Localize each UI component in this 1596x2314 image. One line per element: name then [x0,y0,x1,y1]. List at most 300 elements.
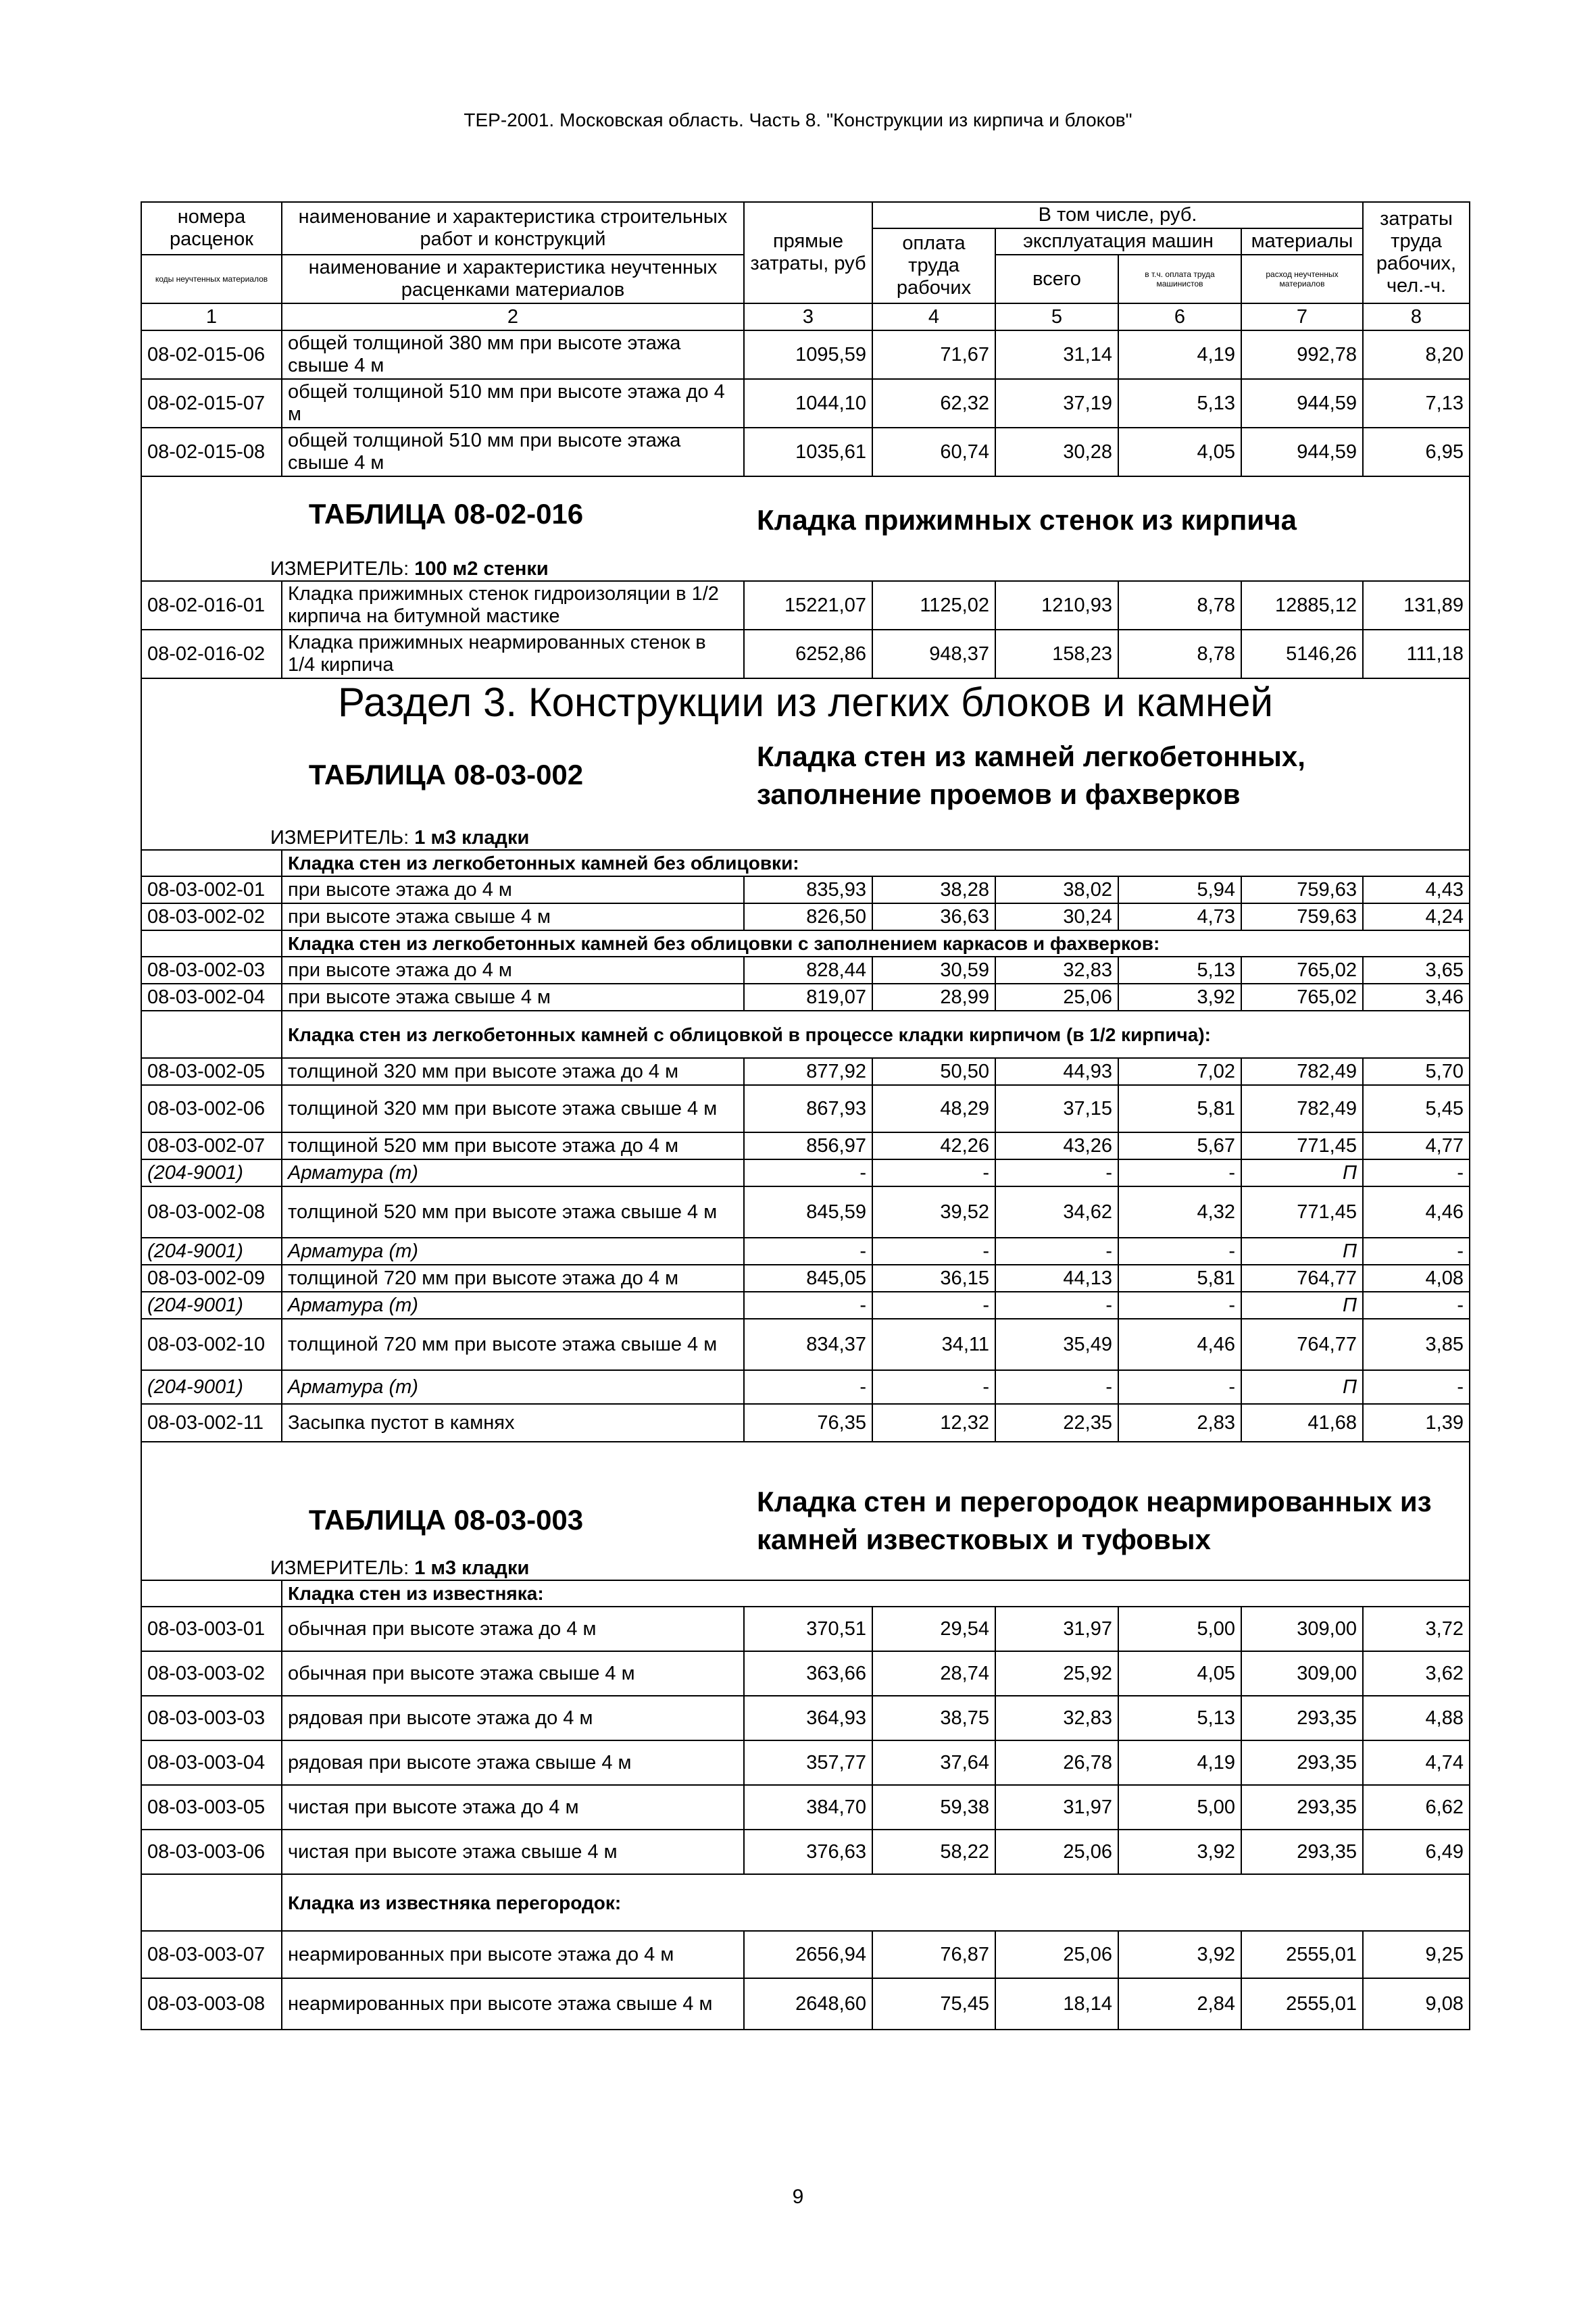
rate-name: при высоте этажа свыше 4 м [282,903,744,930]
rate-code: 08-03-002-07 [141,1132,282,1159]
rate-code: 08-03-002-11 [141,1404,282,1442]
material-code: (204-9001) [141,1292,282,1319]
rate-code: 08-02-016-02 [141,630,282,678]
value-wage: 1125,02 [872,581,995,630]
value-p: П [1241,1238,1363,1265]
value-dash: - [872,1159,995,1186]
table-row [141,1058,1470,1085]
table-row [141,957,1470,984]
table-row [141,379,1470,428]
value-materials: 782,49 [1241,1058,1363,1085]
rate-name: Кладка прижимных неармированных стенок в 1/4 кирпича [282,630,744,678]
value-direct: 15221,07 [744,581,872,630]
value-labor: 111,18 [1363,630,1470,678]
value-dash: - [995,1292,1118,1319]
value-labor: 6,95 [1363,428,1470,476]
rate-code: 08-03-002-09 [141,1265,282,1292]
value-machines-wage: 5,81 [1118,1265,1241,1292]
value-direct: 1035,61 [744,428,872,476]
value-dash: - [995,1238,1118,1265]
value-wage: 60,74 [872,428,995,476]
value-labor: 1,39 [1363,1404,1470,1442]
value-wage: 75,45 [872,1978,995,2030]
table-row [141,1265,1470,1292]
table-row [141,1186,1470,1238]
value-wage: 62,32 [872,379,995,428]
group-heading: Кладка стен из легкобетонных камней с облицовкой в процессе кладки кирпичом (в 1/2 кирпича): [282,1011,1470,1058]
value-dash: - [1363,1370,1470,1404]
value-direct: 834,37 [744,1319,872,1370]
value-p: П [1241,1370,1363,1404]
rate-code: 08-03-002-08 [141,1186,282,1238]
rate-name: Засыпка пустот в камнях [282,1404,744,1442]
value-dash: - [1118,1238,1241,1265]
value-p: П [1241,1292,1363,1319]
measure-label: ИЗМЕРИТЕЛЬ: [270,1557,409,1579]
value-labor: 3,85 [1363,1319,1470,1370]
value-machines: 44,93 [995,1058,1118,1085]
value-materials: 293,35 [1241,1740,1363,1785]
col-direct: прямые затраты, руб [744,202,872,303]
value-wage: 39,52 [872,1186,995,1238]
table-code: ТАБЛИЦА 08-02-016 [308,498,584,530]
value-dash: - [1363,1238,1470,1265]
value-wage: 38,75 [872,1696,995,1740]
value-direct: 877,92 [744,1058,872,1085]
table-row [141,1085,1470,1132]
rate-name: при высоте этажа до 4 м [282,876,744,903]
rate-code: 08-03-002-04 [141,984,282,1011]
value-materials: 944,59 [1241,379,1363,428]
value-dash: - [744,1238,872,1265]
table-row [141,1404,1470,1442]
value-materials: 41,68 [1241,1404,1363,1442]
value-materials: 764,77 [1241,1265,1363,1292]
value-machines-wage: 5,00 [1118,1607,1241,1651]
value-materials: 2555,01 [1241,1978,1363,2030]
value-dash: - [872,1238,995,1265]
value-materials: 293,35 [1241,1696,1363,1740]
value-materials: 765,02 [1241,957,1363,984]
material-row [141,1292,1470,1319]
value-labor: 7,13 [1363,379,1470,428]
value-labor: 5,45 [1363,1085,1470,1132]
value-wage: 30,59 [872,957,995,984]
value-dash: - [1118,1292,1241,1319]
value-machines-wage: 4,73 [1118,903,1241,930]
rate-name: общей толщиной 510 мм при высоте этажа до 4 м [282,379,744,428]
value-materials: 765,02 [1241,984,1363,1011]
value-wage: 58,22 [872,1830,995,1874]
rate-name: обычная при высоте этажа до 4 м [282,1607,744,1651]
value-machines: 35,49 [995,1319,1118,1370]
value-wage: 34,11 [872,1319,995,1370]
value-direct: 1095,59 [744,330,872,379]
col-num: 2 [282,303,744,330]
measure-label: ИЗМЕРИТЕЛЬ: [270,827,409,849]
value-machines-wage: 4,32 [1118,1186,1241,1238]
value-machines: 31,14 [995,330,1118,379]
page-header: ТЕР-2001. Московская область. Часть 8. "Конструкции из кирпича и блоков" [464,109,1132,130]
value-labor: 4,08 [1363,1265,1470,1292]
value-direct: 845,59 [744,1186,872,1238]
value-direct: 384,70 [744,1785,872,1830]
section-title: Раздел 3. Конструкции из легких блоков и камней [141,678,1470,726]
value-direct: 376,63 [744,1830,872,1874]
value-p: П [1241,1159,1363,1186]
rate-code: 08-03-003-08 [141,1978,282,2030]
value-wage: 59,38 [872,1785,995,1830]
table-row [141,1931,1470,1978]
rate-code: 08-03-003-02 [141,1651,282,1696]
value-materials: 771,45 [1241,1132,1363,1159]
rate-code: 08-03-003-06 [141,1830,282,1874]
value-machines-wage: 3,92 [1118,1931,1241,1978]
col-machines: эксплуатация машин [995,228,1241,255]
value-direct: 357,77 [744,1740,872,1785]
col-num: 8 [1363,303,1470,330]
value-machines: 37,19 [995,379,1118,428]
value-labor: 3,65 [1363,957,1470,984]
value-direct: 76,35 [744,1404,872,1442]
value-direct: 828,44 [744,957,872,984]
table-row [141,1978,1470,2030]
value-machines: 30,24 [995,903,1118,930]
value-machines-wage: 7,02 [1118,1058,1241,1085]
value-dash: - [872,1370,995,1404]
material-name: Арматура (т) [282,1238,744,1265]
rate-code: 08-03-003-04 [141,1740,282,1785]
value-materials: 771,45 [1241,1186,1363,1238]
col-machines-wage: в т.ч. оплата труда машинистов [1145,270,1215,288]
table-code: ТАБЛИЦА 08-03-002 [308,759,584,790]
rate-code: 08-03-002-02 [141,903,282,930]
group-heading: Кладка стен из известняка: [282,1580,1470,1607]
table-row [141,1319,1470,1370]
value-direct: 2648,60 [744,1978,872,2030]
value-machines: 31,97 [995,1607,1118,1651]
rate-name: толщиной 720 мм при высоте этажа свыше 4 м [282,1319,744,1370]
col-codes-top: номера расценок [141,202,282,255]
value-machines: 32,83 [995,1696,1118,1740]
rate-name: неармированных при высоте этажа до 4 м [282,1931,744,1978]
table-row [141,1696,1470,1740]
value-machines: 38,02 [995,876,1118,903]
rate-name: толщиной 320 мм при высоте этажа свыше 4 м [282,1085,744,1132]
value-dash: - [872,1292,995,1319]
material-row [141,1238,1470,1265]
value-direct: 826,50 [744,903,872,930]
rate-name: при высоте этажа до 4 м [282,957,744,984]
value-labor: 6,62 [1363,1785,1470,1830]
rate-name: общей толщиной 510 мм при высоте этажа свыше 4 м [282,428,744,476]
table-row [141,1830,1470,1874]
value-wage: 12,32 [872,1404,995,1442]
value-materials: 782,49 [1241,1085,1363,1132]
table-row [141,330,1470,379]
material-name: Арматура (т) [282,1292,744,1319]
value-machines: 34,62 [995,1186,1118,1238]
value-materials: 293,35 [1241,1830,1363,1874]
col-codes-bottom: коды неучтенных материалов [155,274,268,284]
value-machines-wage: 5,13 [1118,379,1241,428]
value-dash: - [744,1292,872,1319]
rate-name: чистая при высоте этажа свыше 4 м [282,1830,744,1874]
rate-name: рядовая при высоте этажа свыше 4 м [282,1740,744,1785]
table-row [141,1607,1470,1651]
table-title-08-02-016 [142,477,1469,558]
value-machines: 22,35 [995,1404,1118,1442]
value-direct: 364,93 [744,1696,872,1740]
value-wage: 37,64 [872,1740,995,1785]
rate-name: толщиной 520 мм при высоте этажа свыше 4 м [282,1186,744,1238]
rate-code: 08-03-003-01 [141,1607,282,1651]
col-num: 1 [141,303,282,330]
rate-name: толщиной 320 мм при высоте этажа до 4 м [282,1058,744,1085]
page-number: 9 [792,2186,804,2208]
material-row [141,1370,1470,1404]
value-wage: 29,54 [872,1607,995,1651]
rate-code: 08-03-002-05 [141,1058,282,1085]
value-wage: 28,99 [872,984,995,1011]
material-row [141,1159,1470,1186]
col-num: 5 [995,303,1118,330]
measure-line [141,558,1470,581]
rates-document [141,201,1469,2030]
value-materials: 759,63 [1241,876,1363,903]
col-name-bottom: наименование и характеристика неучтенных расценками материалов [282,255,744,303]
value-direct: 835,93 [744,876,872,903]
value-machines-wage: 3,92 [1118,1830,1241,1874]
col-machines-total: всего [995,255,1118,303]
value-materials: 2555,01 [1241,1931,1363,1978]
value-machines: 18,14 [995,1978,1118,2030]
material-name: Арматура (т) [282,1159,744,1186]
value-machines-wage: 2,83 [1118,1404,1241,1442]
value-machines: 25,06 [995,984,1118,1011]
value-wage: 38,28 [872,876,995,903]
value-machines-wage: 5,81 [1118,1085,1241,1132]
value-dash: - [744,1370,872,1404]
value-direct: 845,05 [744,1265,872,1292]
material-code: (204-9001) [141,1238,282,1265]
measure-value: 100 м2 стенки [414,558,549,580]
material-code: (204-9001) [141,1159,282,1186]
value-wage: 50,50 [872,1058,995,1085]
table-name: Кладка стен из камней легкобетонных, заполнение проемов и фахверков [757,740,1305,810]
value-machines-wage: 8,78 [1118,630,1241,678]
value-labor: 4,74 [1363,1740,1470,1785]
value-labor: 4,43 [1363,876,1470,903]
table-row [141,1740,1470,1785]
value-direct: 370,51 [744,1607,872,1651]
value-direct: 363,66 [744,1651,872,1696]
value-dash: - [995,1370,1118,1404]
rate-name: толщиной 520 мм при высоте этажа до 4 м [282,1132,744,1159]
value-labor: 6,49 [1363,1830,1470,1874]
value-labor: 3,46 [1363,984,1470,1011]
value-machines-wage: 4,19 [1118,330,1241,379]
value-labor: 8,20 [1363,330,1470,379]
rate-code: 08-03-003-03 [141,1696,282,1740]
value-wage: 71,67 [872,330,995,379]
rate-code: 08-02-015-07 [141,379,282,428]
measure-value: 1 м3 кладки [414,1557,530,1579]
table-row [141,1132,1470,1159]
col-incl: В том числе, руб. [872,202,1363,228]
value-machines: 1210,93 [995,581,1118,630]
rate-code: 08-03-002-06 [141,1085,282,1132]
table-title-08-03-002 [142,726,1469,827]
material-code: (204-9001) [141,1370,282,1404]
value-machines-wage: 2,84 [1118,1978,1241,2030]
value-machines-wage: 5,94 [1118,876,1241,903]
value-machines: 26,78 [995,1740,1118,1785]
col-labor: затраты труда рабочих, чел.-ч. [1363,202,1470,303]
value-wage: 42,26 [872,1132,995,1159]
value-wage: 28,74 [872,1651,995,1696]
value-materials: 5146,26 [1241,630,1363,678]
rate-name: обычная при высоте этажа свыше 4 м [282,1651,744,1696]
value-machines-wage: 5,13 [1118,1696,1241,1740]
value-labor: 3,62 [1363,1651,1470,1696]
rate-name: чистая при высоте этажа до 4 м [282,1785,744,1830]
table-row [141,1785,1470,1830]
group-heading: Кладка стен из легкобетонных камней без облицовки: [282,850,1470,876]
value-materials: 759,63 [1241,903,1363,930]
value-wage: 76,87 [872,1931,995,1978]
table-row [141,428,1470,476]
value-dash: - [1363,1159,1470,1186]
value-machines-wage: 3,92 [1118,984,1241,1011]
value-direct: 819,07 [744,984,872,1011]
table-row [141,1651,1470,1696]
value-materials: 764,77 [1241,1319,1363,1370]
value-machines-wage: 5,00 [1118,1785,1241,1830]
value-dash: - [744,1159,872,1186]
table-title-08-03-003 [142,1442,1469,1557]
table-code: ТАБЛИЦА 08-03-003 [308,1504,584,1536]
table-row [141,984,1470,1011]
rate-name: Кладка прижимных стенок гидроизоляции в 1/2 кирпича на битумной мастике [282,581,744,630]
value-dash: - [1118,1159,1241,1186]
measure-label: ИЗМЕРИТЕЛЬ: [270,558,409,580]
rate-name: рядовая при высоте этажа до 4 м [282,1696,744,1740]
value-labor: 5,70 [1363,1058,1470,1085]
value-machines: 30,28 [995,428,1118,476]
value-machines: 44,13 [995,1265,1118,1292]
value-machines: 31,97 [995,1785,1118,1830]
value-direct: 856,97 [744,1132,872,1159]
value-materials: 944,59 [1241,428,1363,476]
value-machines-wage: 5,67 [1118,1132,1241,1159]
measure-value: 1 м3 кладки [414,827,530,849]
rate-code: 08-02-015-08 [141,428,282,476]
value-labor: 4,46 [1363,1186,1470,1238]
value-direct: 2656,94 [744,1931,872,1978]
value-wage: 948,37 [872,630,995,678]
value-direct: 867,93 [744,1085,872,1132]
value-wage: 48,29 [872,1085,995,1132]
table-row [141,630,1470,678]
value-machines: 25,06 [995,1931,1118,1978]
value-dash: - [1118,1370,1241,1404]
value-machines: 158,23 [995,630,1118,678]
value-machines: 43,26 [995,1132,1118,1159]
value-labor: 9,08 [1363,1978,1470,2030]
value-wage: 36,15 [872,1265,995,1292]
group-heading: Кладка из известняка перегородок: [282,1874,1470,1931]
value-wage: 36,63 [872,903,995,930]
value-labor: 4,24 [1363,903,1470,930]
value-machines: 32,83 [995,957,1118,984]
value-machines-wage: 4,19 [1118,1740,1241,1785]
value-materials: 293,35 [1241,1785,1363,1830]
rate-code: 08-03-003-05 [141,1785,282,1830]
value-machines-wage: 5,13 [1118,957,1241,984]
material-name: Арматура (т) [282,1370,744,1404]
value-machines-wage: 4,05 [1118,428,1241,476]
value-labor: 4,88 [1363,1696,1470,1740]
value-dash: - [995,1159,1118,1186]
rate-code: 08-03-003-07 [141,1931,282,1978]
rate-code: 08-03-002-01 [141,876,282,903]
rate-code: 08-03-002-10 [141,1319,282,1370]
value-machines-wage: 8,78 [1118,581,1241,630]
table-name: Кладка стен и перегородок неармированных из камней известковых и туфовых [757,1486,1432,1555]
col-num: 3 [744,303,872,330]
value-machines: 37,15 [995,1085,1118,1132]
col-name-top: наименование и характеристика строительных работ и конструкций [282,202,744,255]
group-heading: Кладка стен из легкобетонных камней без облицовки с заполнением каркасов и фахверков: [282,930,1470,957]
rate-code: 08-02-016-01 [141,581,282,630]
value-labor: 4,77 [1363,1132,1470,1159]
value-dash: - [1363,1292,1470,1319]
col-materials-extra: расход неучтенных материалов [1266,270,1339,288]
value-direct: 1044,10 [744,379,872,428]
value-labor: 9,25 [1363,1931,1470,1978]
value-machines: 25,92 [995,1651,1118,1696]
col-num: 4 [872,303,995,330]
table-name: Кладка прижимных стенок из кирпича [757,504,1297,536]
value-machines-wage: 4,46 [1118,1319,1241,1370]
rate-name: общей толщиной 380 мм при высоте этажа свыше 4 м [282,330,744,379]
rate-name: неармированных при высоте этажа свыше 4 м [282,1978,744,2030]
col-num: 6 [1118,303,1241,330]
rate-code: 08-03-002-03 [141,957,282,984]
table-row [141,903,1470,930]
value-materials: 12885,12 [1241,581,1363,630]
table-row [141,581,1470,630]
rate-name: толщиной 720 мм при высоте этажа до 4 м [282,1265,744,1292]
rate-code: 08-02-015-06 [141,330,282,379]
value-direct: 6252,86 [744,630,872,678]
value-materials: 309,00 [1241,1607,1363,1651]
measure-line [141,1557,1470,1580]
rate-name: при высоте этажа свыше 4 м [282,984,744,1011]
table-row [141,876,1470,903]
value-labor: 3,72 [1363,1607,1470,1651]
value-machines: 25,06 [995,1830,1118,1874]
value-materials: 992,78 [1241,330,1363,379]
value-machines-wage: 4,05 [1118,1651,1241,1696]
col-wage: оплата труда рабочих [872,228,995,303]
measure-line [141,827,1470,850]
rates-table [141,201,1470,2030]
col-materials: материалы [1241,228,1363,255]
col-num: 7 [1241,303,1363,330]
value-materials: 309,00 [1241,1651,1363,1696]
